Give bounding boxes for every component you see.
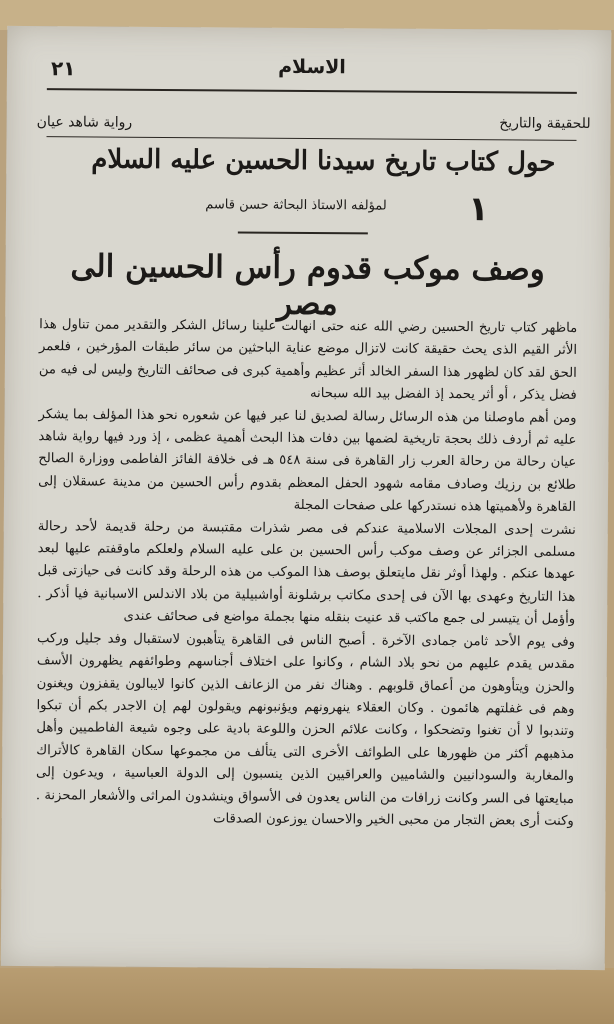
section-kicker: للحقيقة والتاريخ bbox=[499, 115, 591, 132]
title-divider bbox=[238, 232, 368, 235]
journal-title: الاسلام bbox=[278, 55, 346, 79]
author-line: لمؤلفه الاستاذ البحاثة حسن قاسم bbox=[205, 197, 387, 214]
series-headline: حول كتاب تاريخ سيدنا الحسين عليه السلام bbox=[91, 144, 556, 178]
paragraph: نشرت إحدى المجلات الاسلامية عندكم فى مصر شذرات مقتبسة من رحلة قديمة لأحد رحالة مسلمى الجزائر عن وصف موكب رأس الحسين بن على عليه السلام ولعلكم ماوقفتم عليها لبعد عهدها عنكم . ولهذا أوثر نقل مايتعلق بوصف هذا الموكب من هذه الرحلة وقد كانت فى حيازتى قبل هذا التاريخ وعهدى بها الآن فى إحدى مكاتب برشلونة أواشبيلية من بلاد الاندلس الاسبانية فيا أذكر . وأؤمل أن يتيسر لى جمع ماكتب قد عنيت بنقله منها بجملة مواضع فى صحائف عندى bbox=[37, 518, 576, 628]
kicker-rule bbox=[47, 136, 577, 141]
magazine-page bbox=[1, 26, 612, 970]
article-title: وصف موكب قدوم رأس الحسين الى مصر bbox=[70, 248, 545, 323]
table-surface-bottom bbox=[0, 968, 614, 1024]
part-number: ١ bbox=[467, 189, 489, 230]
paragraph: وفى يوم الأحد ثامن جمادى الآخرة . أصبح الناس فى القاهرة يتأهبون لاستقبال وفد جليل وركب مقدس يقدم عليهم من نحو بلاد الشام ، وكانوا على اختلاف أجناسهم وطوائفهم يظهرون الأسف والحزن ويتأوهون من أعماق قلوبهم . وهناك نفر من الزعانف الذين كانوا لايبالون يقفزون ويغنون وهم فى غفلتهم هائمون . وكان العقلاء ينهرونهم ويؤنبونهم ويقولون لهم إن الاجدر بكم أن تبكوا وتندبوا لا أن تغنوا وتضحكوا ، وكانت علائم الحزن واللوعة بادية على وجوه شيعة الفاطميين وأهل مذهبهم أكثر من ظهورها على الطوائف الأخرى التى يتألف من مجموعها سكان القاهرة كالأتراك والمغاربة والسودانيين والشاميين والعراقيين الذين ينسبون إلى الدولة العباسية ، ويدعون إلى مبايعتها فى السر وكانت زرافات من الناس يعدون فى الأسواق وينشدون المراثى والأشعار المحزنة . وكنت أرى بعض التجار من محبى الخير والاحسان يوزعون الصدقات bbox=[35, 630, 576, 829]
page-number: ٢١ bbox=[50, 56, 76, 81]
article-body bbox=[36, 314, 578, 833]
paragraph: ومن أهم ماوصلنا من هذه الرسائل رسالة لصديق لنا عبر فيها عن شعوره نحو هذا المؤلف بما يشكر عليه ثم أردف ذلك بحجة تاريخية لضمها بين دفات هذا البحث أهمية عظمى ، إذ ورد فيها رواية شاهد عيان رحالة من رحالة العرب زار القاهرة فى سنة ٥٤٨ هـ فى خلافة الفائز الفاطمى ووزارة الصالح طلائع بن رزيك وصادف مقامه شهود الحفل المعظم بقدوم رأس الحسين من مدينة عسقلان إلى القاهرة ولأهميتها هذه نستدركها على صفحات المجلة bbox=[38, 406, 577, 516]
paragraph: ماظهر كتاب تاريخ الحسين رضي الله عنه حتى انهالت علينا رسائل الشكر والتقدير ممن تناول هذا الأثر القيم الذى يحث حقيقة كانت لاتزال موضع عناية الباحثين من سائر طبقات المؤرخين ، فلعمر الحق لقد كان لظهور هذا السفر الخالد أثر عظيم وأهمية كبرى فى صحائف التاريخ وليس لى فيه من فضل يذكر ، أو أثر يحمد إذ الفضل بيد الله سبحانه bbox=[38, 317, 578, 404]
eyewitness-kicker: رواية شاهد عيان bbox=[36, 114, 133, 131]
header-rule bbox=[47, 88, 577, 94]
